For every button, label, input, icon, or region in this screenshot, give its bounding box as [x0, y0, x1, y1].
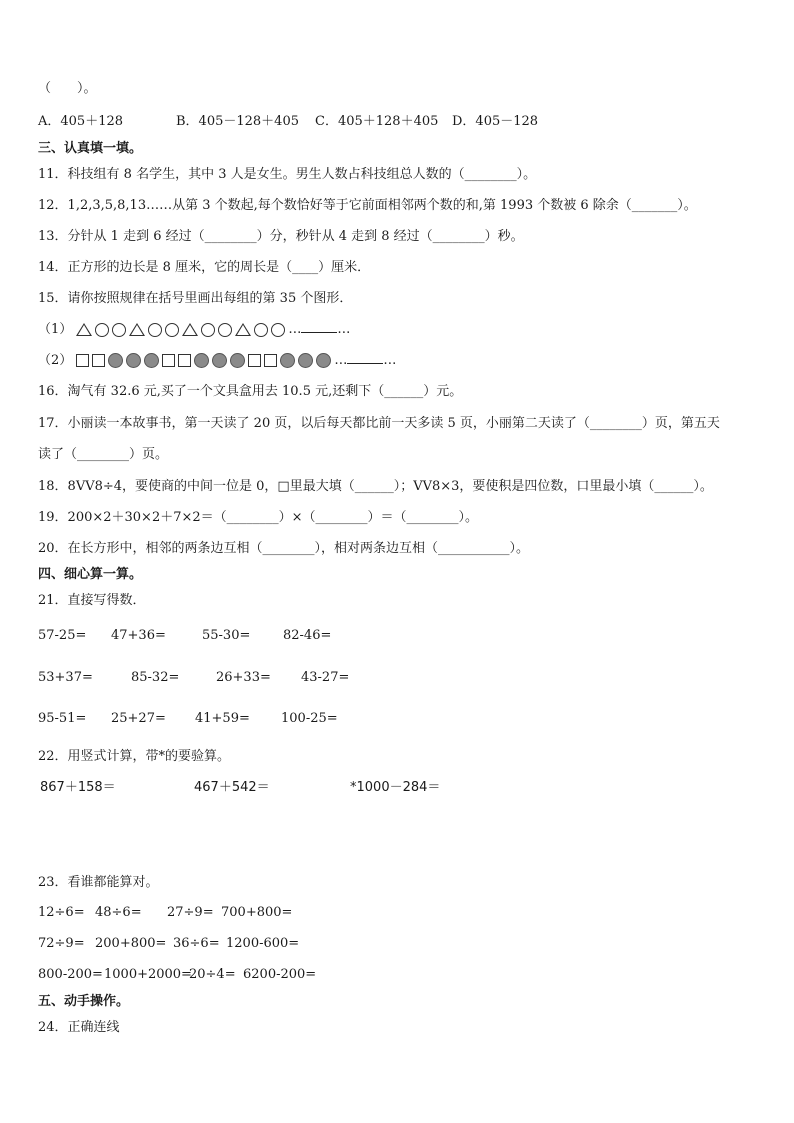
- pattern-row-2-label: （2）: [38, 353, 73, 368]
- q21-item: 47+36=: [111, 628, 166, 643]
- square-shape-icon: [162, 354, 175, 367]
- q23-item: 36÷6=: [173, 936, 220, 951]
- question-23-title: 23．看谁都能算对。: [38, 875, 159, 890]
- question-13: 13．分针从 1 走到 6 经过（________）分，秒针从 4 走到 8 经过（________）秒。: [38, 229, 524, 244]
- q10-paren: （ ）。: [38, 81, 97, 96]
- square-shape-icon: [76, 354, 89, 367]
- question-19: 19．200×2＋30×2＋7×2＝（________）×（________）＝（________）。: [38, 510, 479, 525]
- q23-item: 200+800=: [95, 936, 167, 951]
- section-3-heading: 三、认真填一填。: [38, 141, 143, 156]
- q21-item: 85-32=: [131, 670, 180, 685]
- q21-item: 82-46=: [283, 628, 332, 643]
- q21-item: 100-25=: [281, 711, 338, 726]
- q22-item: *1000－284＝: [350, 780, 441, 795]
- q21-item: 53+37=: [38, 670, 93, 685]
- dot-shape-icon: [230, 353, 245, 368]
- q21-item: 95-51=: [38, 711, 87, 726]
- triangle-shape-icon: [235, 323, 251, 336]
- circle-shape-icon: [201, 323, 215, 337]
- q23-item: 27÷9=: [167, 905, 214, 920]
- circle-shape-icon: [165, 323, 179, 337]
- question-21-title: 21．直接写得数．: [38, 593, 146, 608]
- q23-item: 48÷6=: [95, 905, 142, 920]
- circle-shape-icon: [112, 323, 126, 337]
- triangle-shape-icon: [182, 323, 198, 336]
- q22-item: 867＋158＝: [40, 780, 116, 795]
- q21-item: 43-27=: [301, 670, 350, 685]
- dot-shape-icon: [280, 353, 295, 368]
- triangle-shape-icon: [129, 323, 145, 336]
- q22-item: 467＋542＝: [194, 780, 270, 795]
- dot-shape-icon: [108, 353, 123, 368]
- pattern-row-2-answer-blank[interactable]: [347, 362, 383, 364]
- q21-item: 41+59=: [195, 711, 250, 726]
- q23-item: 700+800=: [221, 905, 293, 920]
- pattern-row-1-label: （1）: [38, 322, 73, 337]
- pattern-row-2: [38, 352, 396, 370]
- question-14: 14．正方形的边长是 8 厘米，它的周长是（____）厘米．: [38, 260, 371, 275]
- pattern-row-1-end: …: [337, 322, 351, 337]
- dot-shape-icon: [194, 353, 209, 368]
- pattern-row-2-ellipsis: …: [334, 353, 348, 368]
- question-15: 15．请你按照规律在括号里画出每组的第 35 个图形．: [38, 291, 353, 306]
- circle-shape-icon: [271, 323, 285, 337]
- dot-shape-icon: [126, 353, 141, 368]
- q23-item: 1000+2000=: [104, 967, 192, 982]
- question-11: 11．科技组有 8 名学生，其中 3 人是女生。男生人数占科技组总人数的（________）。: [38, 167, 537, 182]
- pattern-row-2-shapes: [76, 353, 334, 368]
- question-20: 20．在长方形中，相邻的两条边互相（________），相对两条边互相（___________）。: [38, 541, 530, 556]
- triangle-shape-icon: [76, 323, 92, 336]
- question-17-line-1: 17．小丽读一本故事书，第一天读了 20 页，以后每天都比前一天多读 5 页，小丽第二天读了（________）页，第五天: [38, 416, 720, 431]
- q21-item: 55-30=: [202, 628, 251, 643]
- question-17-line-2: 读了（________）页。: [38, 447, 169, 462]
- section-5-heading: 五、动手操作。: [38, 994, 130, 1009]
- section-4-heading: 四、细心算一算。: [38, 567, 143, 582]
- question-24: 24．正确连线: [38, 1020, 120, 1035]
- square-shape-icon: [264, 354, 277, 367]
- q10-option-d: D．405－128: [452, 114, 539, 129]
- q10-option-c: C．405＋128＋405: [315, 114, 439, 129]
- q23-item: 20÷4=: [189, 967, 236, 982]
- q23-item: 1200-600=: [226, 936, 300, 951]
- pattern-row-1-answer-blank[interactable]: [301, 331, 337, 333]
- dot-shape-icon: [298, 353, 313, 368]
- q23-item: 6200-200=: [243, 967, 317, 982]
- question-12: 12．1,2,3,5,8,13……从第 3 个数起,每个数恰好等于它前面相邻两个数的和,第 1993 个数被 6 除余（_______）。: [38, 198, 697, 213]
- circle-shape-icon: [148, 323, 162, 337]
- dot-shape-icon: [212, 353, 227, 368]
- question-16: 16．淘气有 32.6 元,买了一个文具盒用去 10.5 元,还剩下（______）元。: [38, 384, 463, 399]
- question-18: 18．8VV8÷4，要使商的中间一位是 0，□里最大填（______）；VV8×3，要使积是四位数，口里最小填（______）。: [38, 479, 713, 494]
- pattern-row-1-shapes: [76, 322, 288, 337]
- circle-shape-icon: [218, 323, 232, 337]
- circle-shape-icon: [254, 323, 268, 337]
- q10-option-a: A．405＋128: [38, 114, 124, 129]
- q23-item: 12÷6=: [38, 905, 85, 920]
- pattern-row-2-end: …: [383, 353, 397, 368]
- q10-option-b: B．405－128＋405: [176, 114, 299, 129]
- square-shape-icon: [92, 354, 105, 367]
- q21-item: 26+33=: [216, 670, 271, 685]
- q23-item: 800-200=: [38, 967, 103, 982]
- square-shape-icon: [248, 354, 261, 367]
- dot-shape-icon: [316, 353, 331, 368]
- q21-item: 25+27=: [111, 711, 166, 726]
- pattern-row-1-ellipsis: …: [288, 322, 302, 337]
- pattern-row-1: [38, 321, 350, 339]
- dot-shape-icon: [144, 353, 159, 368]
- circle-shape-icon: [95, 323, 109, 337]
- q23-item: 72÷9=: [38, 936, 85, 951]
- question-22-title: 22．用竖式计算，带*的要验算。: [38, 749, 231, 764]
- q21-item: 57-25=: [38, 628, 87, 643]
- square-shape-icon: [178, 354, 191, 367]
